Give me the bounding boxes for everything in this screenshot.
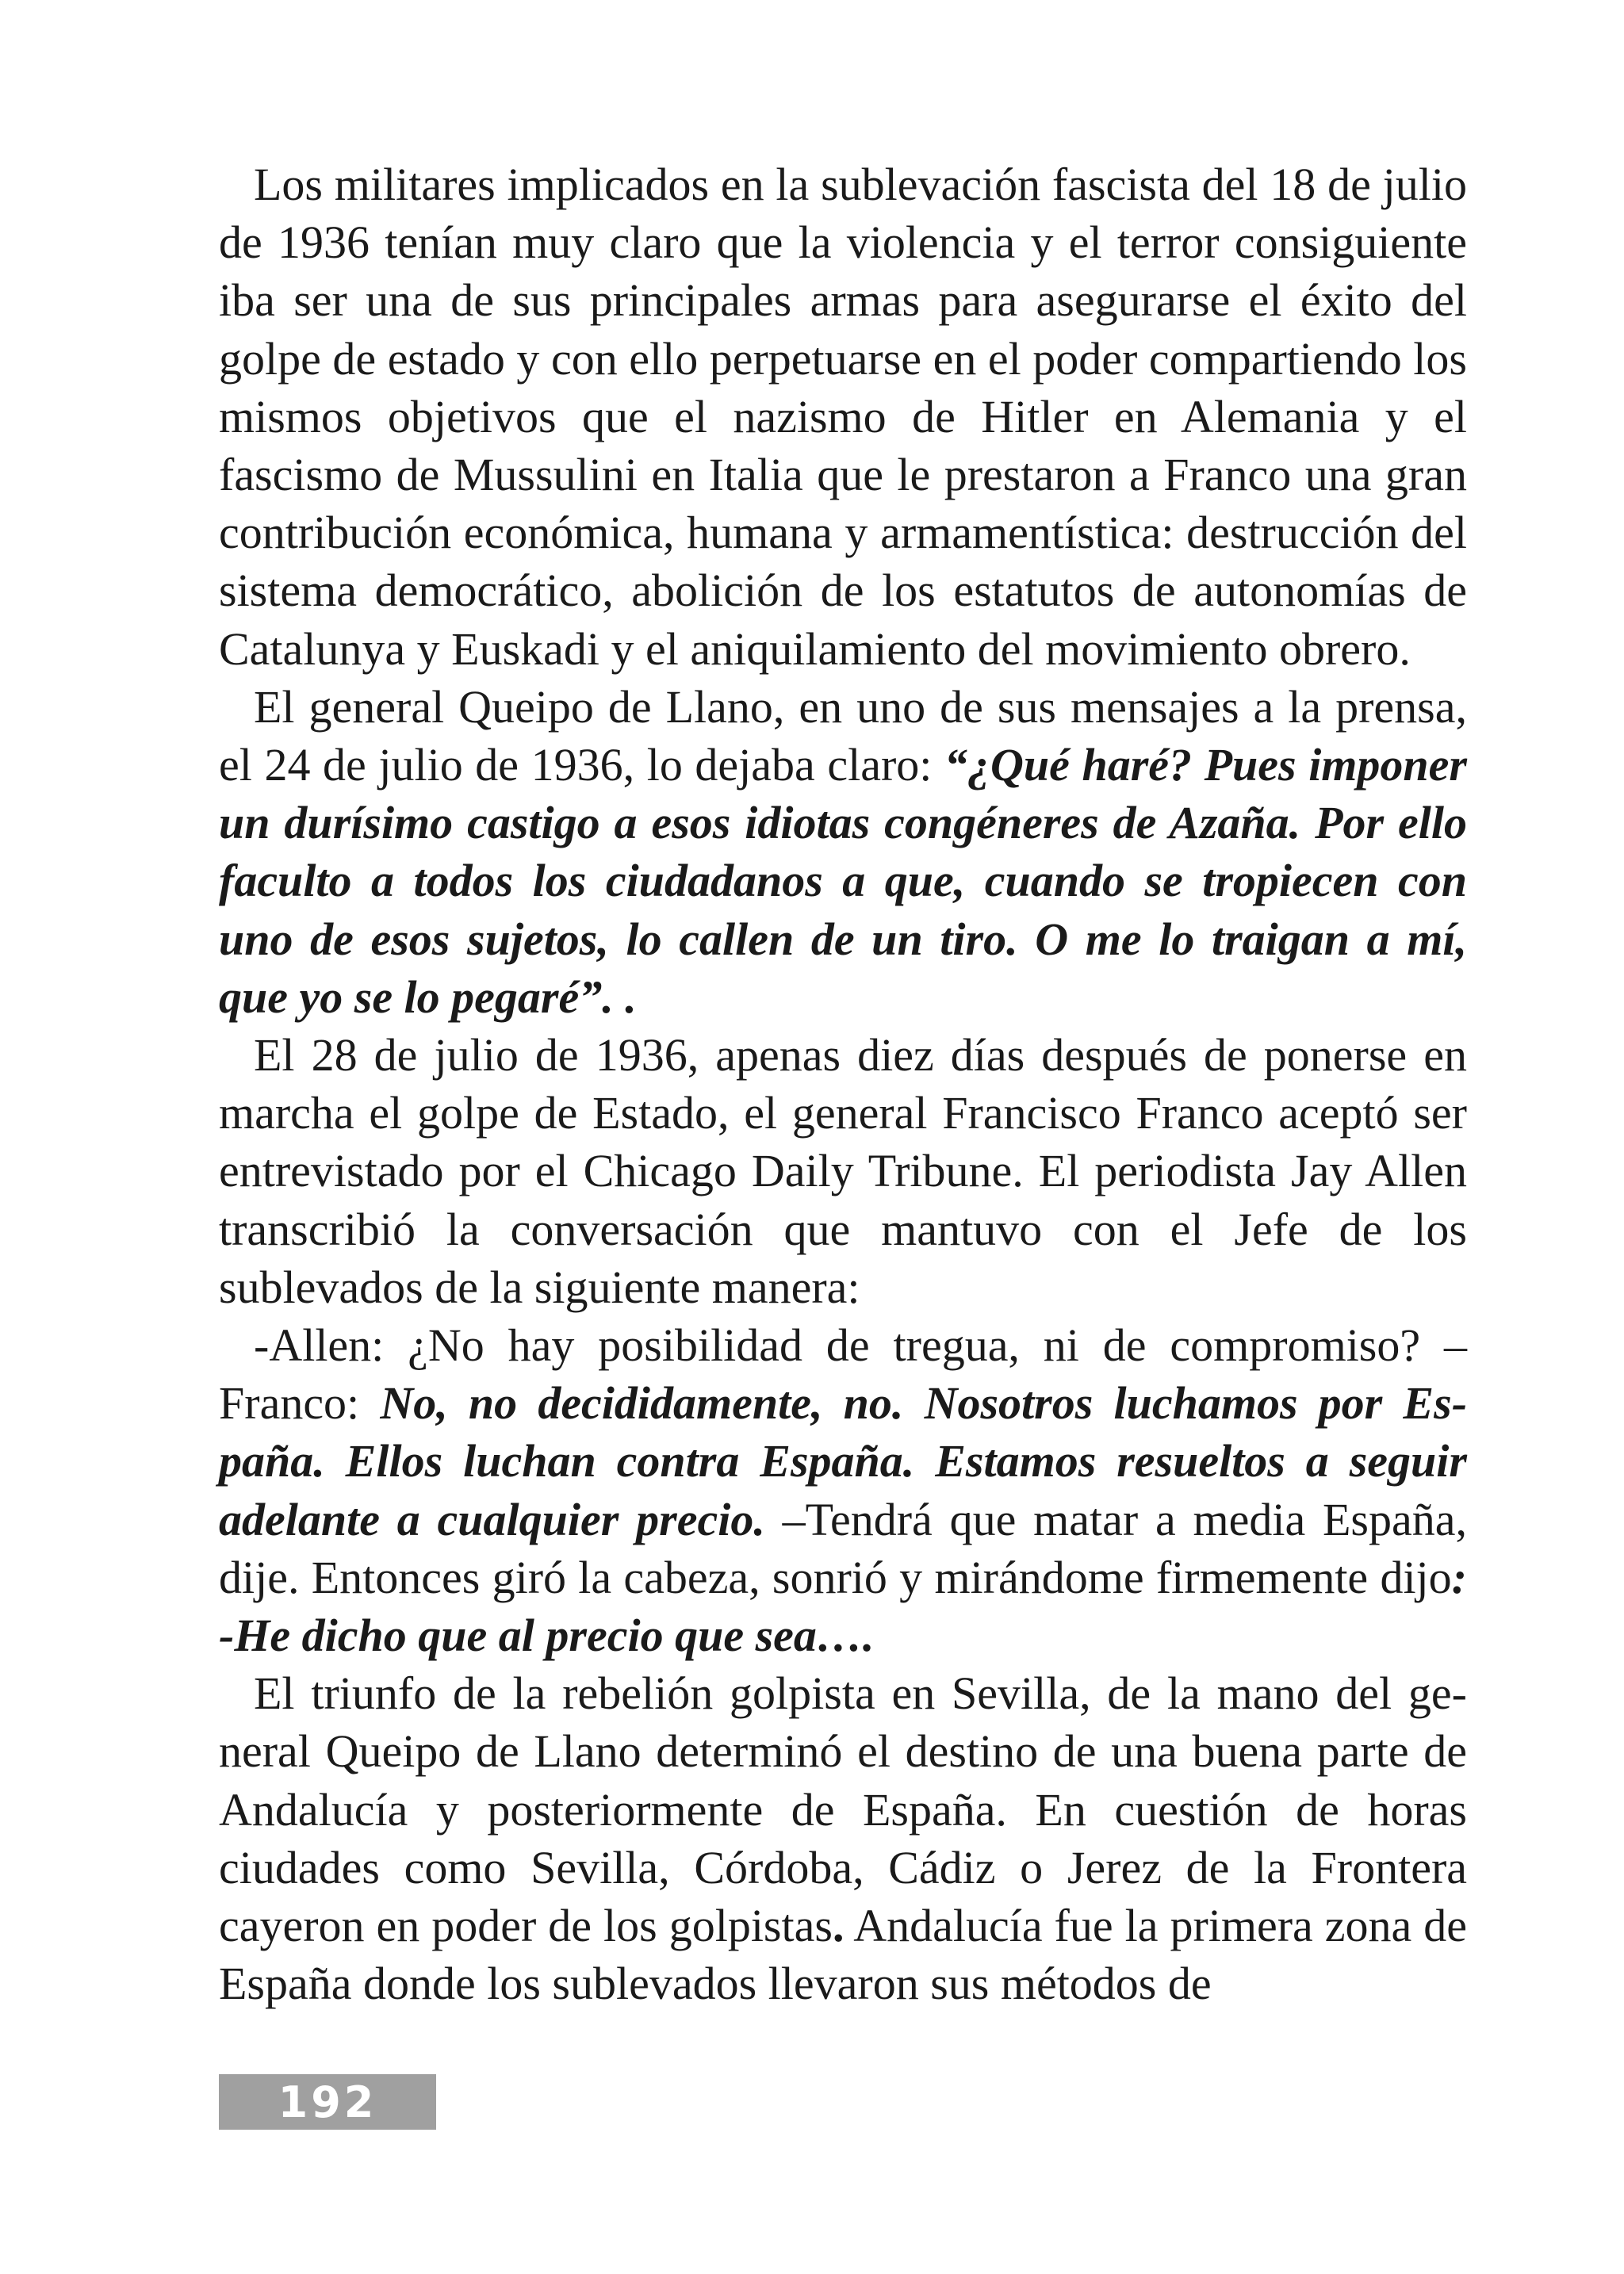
paragraph-5 bbox=[219, 1664, 1467, 2012]
allen-question: -Allen: ¿No hay posibilidad de tregua, ni de compromiso? –Franco: bbox=[219, 1319, 1467, 1430]
allen-reply: –Tendrá que matar a media España, dije. Entonces giró la cabeza, sonrió y mirándome firmemente dijo bbox=[219, 1493, 1467, 1603]
page-number-box bbox=[219, 2074, 436, 2130]
paragraph-4 bbox=[219, 1316, 1467, 1664]
paragraph-5-bold-period: . bbox=[832, 1900, 845, 1952]
paragraph-3-text: El 28 de julio de 1936, apenas diez días después de ponerse en marcha el golpe de Estado, el general Francisco Franco aceptó ser entrevistado por el Chicago Daily Tribune. El periodista Jay Allen transcribió la conversación que mantuvo con el Jefe de los sublevados de la siguiente manera: bbox=[219, 1029, 1467, 1313]
paragraph-2 bbox=[219, 678, 1467, 1026]
franco-final-quote: : -He dicho que al precio que sea…. bbox=[219, 1551, 1467, 1662]
queipo-quote: “¿Qué haré? Pues imponer un durísimo castigo a esos idiotas congéneres de Azaña. Por ello faculto a todos los ciudadanos a que, cuando se tropiecen con uno de esos sujetos, lo callen de un tiro. O me lo traigan a mí, que yo se lo pegaré”. . bbox=[219, 739, 1467, 1023]
paragraph-5-part1: El triunfo de la rebelión golpista en Sevilla, de la mano del general Queipo de Llano determinó el destino de una buena parte de Andalucía y posteriormente de España. En cuestión de horas ciudades como Sevilla, Córdoba, Cádiz o Jerez de la Frontera cayeron en poder de los golpistas bbox=[219, 1667, 1467, 1952]
paragraph-1-text: Los militares implicados en la sublevación fascista del 18 de julio de 1936 tenían muy claro que la violencia y el terror consiguiente iba ser una de sus principales armas para asegurarse el éxito del golpe de estado y con ello perpetuarse en el poder compartiendo los mismos objetivos que el nazismo de Hitler en Alemania y el fascismo de Mussulini en Italia que le prestaron a Franco una gran contribución económica, humana y armamentística: destrucción del sistema democrático, abolición de los estatutos de autonomías de Catalunya y Euskadi y el aniquilamiento del movimiento obrero. bbox=[219, 159, 1467, 675]
franco-reply: No, no decididamente, no. Nosotros luchamos por España. Ellos luchan contra España. Estamos resueltos a seguir adelante a cualquier precio. bbox=[219, 1377, 1468, 1545]
body-text bbox=[219, 155, 1467, 2013]
paragraph-2-intro: El general Queipo de Llano, en uno de sus mensajes a la prensa, el 24 de julio de 1936, lo dejaba claro: bbox=[219, 680, 1467, 791]
paragraph-3 bbox=[219, 1026, 1467, 1316]
paragraph-5-part2: Andalucía fue la primera zona de España donde los sublevados llevaron sus métodos de bbox=[219, 1900, 1467, 2010]
paragraph-1 bbox=[219, 155, 1467, 678]
page-number: 192 bbox=[278, 2077, 377, 2127]
